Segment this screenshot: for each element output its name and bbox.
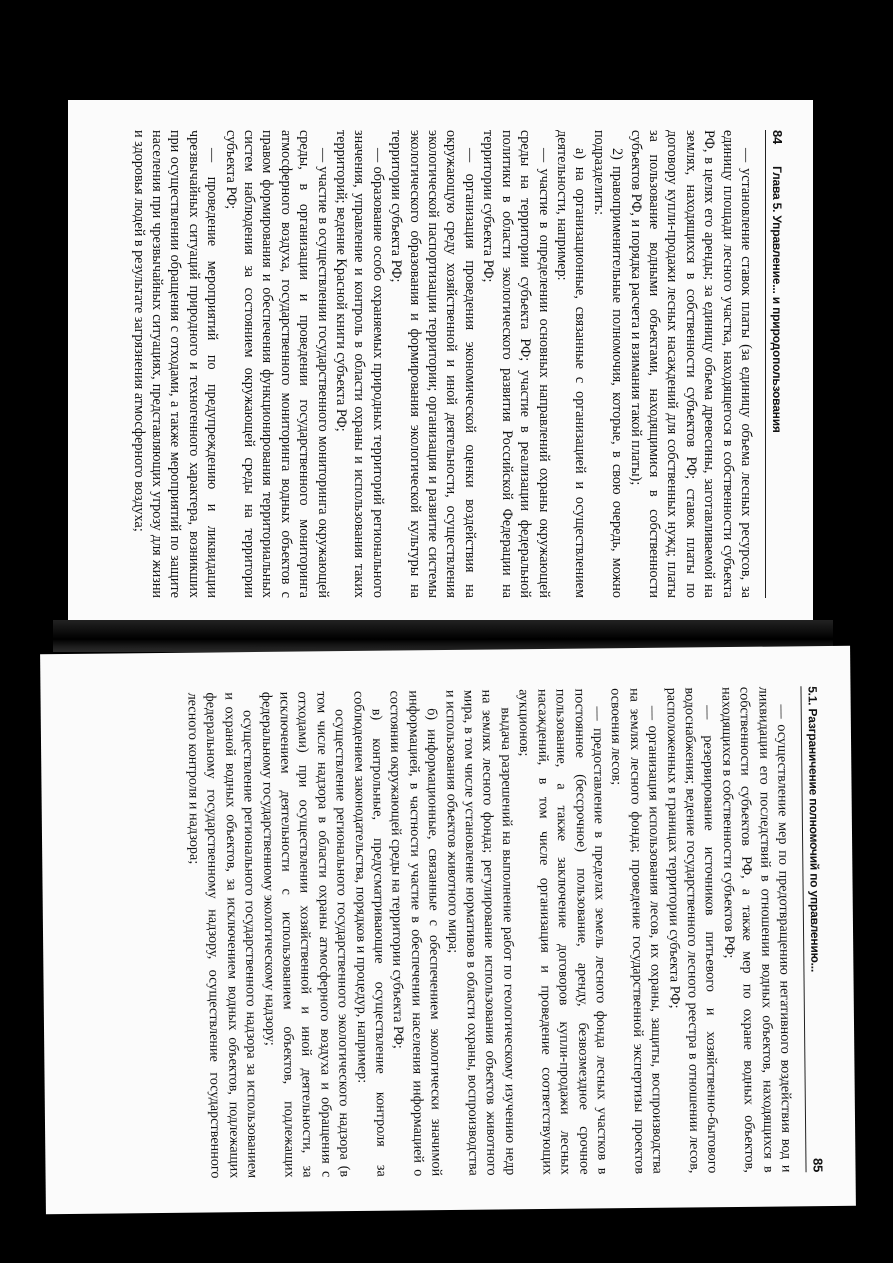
left-page [68, 100, 813, 620]
paragraph: а) на организационные, связанные с организацией и осуществлением деятельности, например: [553, 130, 589, 598]
paragraph: 2) правоприменительные полномочия, которые, в свою очередь, можно подразделить: [590, 130, 626, 598]
paragraph: — установление ставок платы (за единицу объема лесных ресурсов, за единицу площади лесного участка, находящегося в собственности субъекта РФ, в целях его аренды; за единицу объема древесины, заготавливаемой на землях, находящихся в собственности субъектов РФ; ставок платы по договору купли-продажи лесных насаждений для собственных нужд; платы за пользование водными объектами, находящимися в собственности субъектов РФ, и порядка расчета и взимания такой платы); [627, 130, 754, 598]
running-head-right [800, 686, 825, 1172]
running-head-title-left: Глава 5. Управление... и природопользования [770, 166, 784, 433]
paragraph: б) информационные, связанные с обеспечением экологически значимой информацией, в частности участие в обеспечении населения информацией о состоянии окружающей среды на территории субъекта РФ; [386, 690, 445, 1177]
paragraph: — организация проведения экономической оценки воздействия на окружающую среду хозяйственной и иной деятельности, осуществления экологической паспортизации территории; организация и развитие системы экологического образования и формирования экологической культуры на территории субъекта РФ; [388, 130, 478, 598]
paragraph: — организация использования лесов, их охраны, защиты, воспроизводства на землях лесного фонда; проведение государственной экспертизы проектов освоения лесов; [607, 687, 666, 1175]
right-page [40, 646, 856, 1214]
paragraph: — осуществление мер по предотвращению негативного воздействия вод и ликвидации его последствий в отношении водных объектов, находящихся в собственности субъектов РФ, а также мер по охране водных объектов, находящихся в собственности субъектов РФ; [718, 686, 795, 1173]
running-head-title-right: 5.1. Разграничение полномочий по управлению... [805, 686, 823, 973]
paragraph: осуществление регионального государственного надзора за использованием и охраной водных объектов, за исключением водных объектов, подлежащих федеральному государственному надзору, осуществление государственного лесного контроля и надзора; [184, 692, 261, 1179]
page-number-right: 85 [810, 1157, 826, 1173]
running-head-left [765, 130, 785, 598]
paragraph: выдача разрешений на выполнение работ по геологическому изучению недр на землях лесного фонда; регулирование использования объектов животного мира, в том числе установление нормативов в области охраны, воспроизводства и использования объектов животного мира; [442, 689, 519, 1176]
page-number-left: 84 [770, 130, 785, 145]
paragraph: — предоставление в пределах земель лесного фонда лесных участков в постоянное (бессрочное) пользование, аренду, безвозмездное срочное пользование, а также заключение договоров купли-продажи лесных насаждений, в том числе организация и проведение соответствующих аукционов; [515, 688, 611, 1176]
paragraph: — образование особо охраняемых природных территорий регионального значения, управление и контроль в области охраны и использования таких территорий; ведение Красной книги субъекта РФ; [333, 130, 386, 598]
paragraph: — резервирование источников питьевого и хозяйственно-бытового водоснабжения; ведение государственного лесного реестра в отношении лесов, расположенных в границах территории субъекта РФ; [663, 687, 721, 1174]
paragraph: — участие в определении основных направлений охраны окружающей среды на территории субъекта РФ; участие в реализации федеральной политики в области экологического развития Российской Федерации на территории субъекта РФ; [480, 130, 552, 598]
paragraph: — проведение мероприятий по предупреждению и ликвидации чрезвычайных ситуаций природного и техногенного характера, возникших при осуществлении обращения с отходами, а также мероприятий по защите населения при чрезвычайных ситуациях, представляющих угрозу для жизни и здоровья людей в результате загрязнения атмосферного воздуха; [130, 130, 221, 598]
paragraph: осуществление регионального государственного экологического надзора (в том числе надзора в области охраны атмосферного воздуха и обращения с отходами) при осуществлении хозяйственной и иной деятельности, за исключением деятельности с использованием объектов, подлежащих федеральному государственному экологическому надзору; [258, 691, 353, 1178]
paragraph: — участие в осуществлении государственного мониторинга окружающей среды, в организации и проведении государственного мониторинга атмосферного воздуха, государственного мониторинга водных объектов с правом формирования и обеспечения функционирования территориальных систем наблюдения за состоянием окружающей среды на территории субъекта РФ; [222, 130, 331, 598]
paragraph: в) контрольные, предусматривающие осуществление контроля за соблюдением законодательства, порядков и процедур, например: [350, 690, 390, 1177]
